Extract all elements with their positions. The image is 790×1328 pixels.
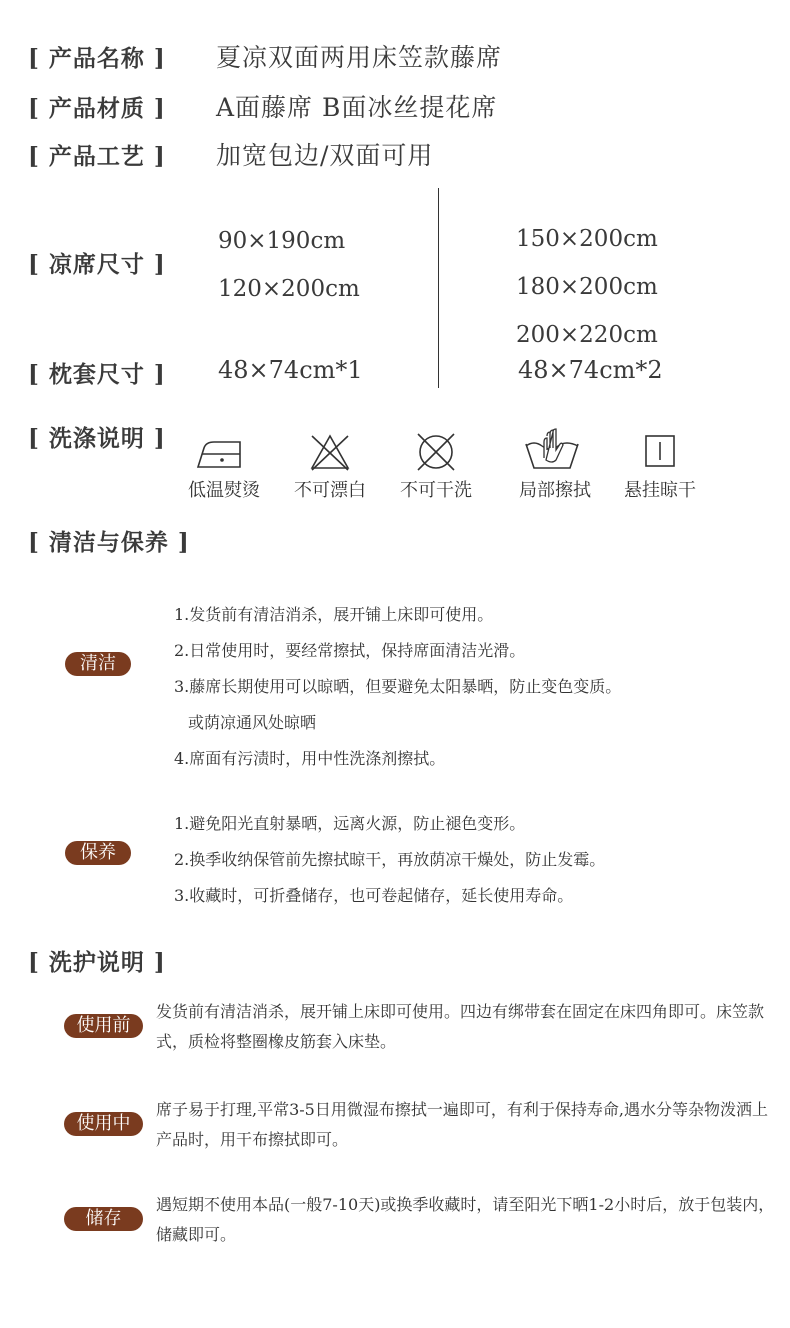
- clean-line-5: 4.席面有污渍时，用中性洗涤剂擦拭。: [174, 749, 446, 768]
- storage-badge: 储存: [64, 1207, 143, 1231]
- product-name-label: [ 产品名称 ]: [28, 45, 166, 72]
- product-material-label: [ 产品材质 ]: [28, 95, 166, 122]
- before-use-text: 发货前有清洁消杀，展开铺上床即可使用。四边有绑带套在固定在床四角即可。床笠款式，质检将整圈橡皮筋套入床垫。: [156, 1002, 765, 1051]
- size-divider: [438, 188, 439, 388]
- mat-size-left-1: 90×190cm: [218, 228, 346, 254]
- storage-text: 遇短期不使用本品(一般7-10天)或换季收藏时，请至阳光下晒1-2小时后，放于包装内，储藏即可。: [156, 1195, 775, 1244]
- washing-label: [ 洗涤说明 ]: [28, 425, 166, 452]
- mat-size-right-3: 200×220cm: [516, 322, 658, 348]
- product-material-value: A面藤席 B面冰丝提花席: [216, 93, 498, 122]
- clean-line-4: 或荫凉通风处晾晒: [188, 713, 317, 732]
- during-use-text: 席子易于打理,平常3-5日用微湿布擦拭一遍即可，有利于保持寿命,遇水分等杂物泼洒上产品时，用干布擦拭即可。: [156, 1100, 768, 1149]
- iron-low-caption: 低温熨烫: [188, 480, 260, 501]
- maintain-badge: 保养: [65, 841, 131, 865]
- iron-low-icon: [196, 432, 252, 472]
- pillow-size-label: [ 枕套尺寸 ]: [28, 361, 166, 388]
- pillow-size-left: 48×74cm*1: [218, 356, 363, 384]
- hand-wash-icon: [522, 424, 582, 472]
- instructions-label: [ 洗护说明 ]: [28, 949, 166, 976]
- no-bleach-caption: 不可漂白: [294, 480, 366, 501]
- maintain-line-3: 3.收藏时，可折叠储存，也可卷起储存，延长使用寿命。: [174, 886, 574, 905]
- product-craft-value: 加宽包边/双面可用: [216, 141, 434, 170]
- hang-dry-icon: [644, 434, 676, 468]
- no-bleach-icon: [308, 432, 352, 472]
- hang-dry-caption: 悬挂晾干: [624, 480, 696, 501]
- mat-size-right-2: 180×200cm: [516, 274, 658, 300]
- product-name-value: 夏凉双面两用床笠款藤席: [216, 43, 503, 72]
- mat-size-label: [ 凉席尺寸 ]: [28, 251, 166, 278]
- maintain-line-2: 2.换季收纳保管前先擦拭晾干，再放荫凉干燥处，防止发霉。: [174, 850, 606, 869]
- no-dry-clean-icon: [414, 430, 458, 474]
- clean-badge: 清洁: [65, 652, 131, 676]
- maintain-line-1: 1.避免阳光直射暴晒，远离火源，防止褪色变形。: [174, 814, 526, 833]
- mat-size-right-1: 150×200cm: [516, 226, 658, 252]
- mat-size-left-2: 120×200cm: [218, 276, 360, 302]
- product-craft-label: [ 产品工艺 ]: [28, 143, 166, 170]
- hand-wash-caption: 局部擦拭: [519, 480, 591, 501]
- before-use-badge: 使用前: [64, 1014, 143, 1038]
- clean-line-2: 2.日常使用时，要经常擦拭，保持席面清洁光滑。: [174, 641, 526, 660]
- care-label: [ 清洁与保养 ]: [28, 529, 190, 556]
- no-dry-clean-caption: 不可干洗: [400, 480, 472, 501]
- during-use-badge: 使用中: [64, 1112, 143, 1136]
- pillow-size-right: 48×74cm*2: [518, 356, 663, 384]
- clean-line-1: 1.发货前有清洁消杀，展开铺上床即可使用。: [174, 605, 494, 624]
- clean-line-3: 3.藤席长期使用可以晾晒，但要避免太阳暴晒，防止变色变质。: [174, 677, 622, 696]
